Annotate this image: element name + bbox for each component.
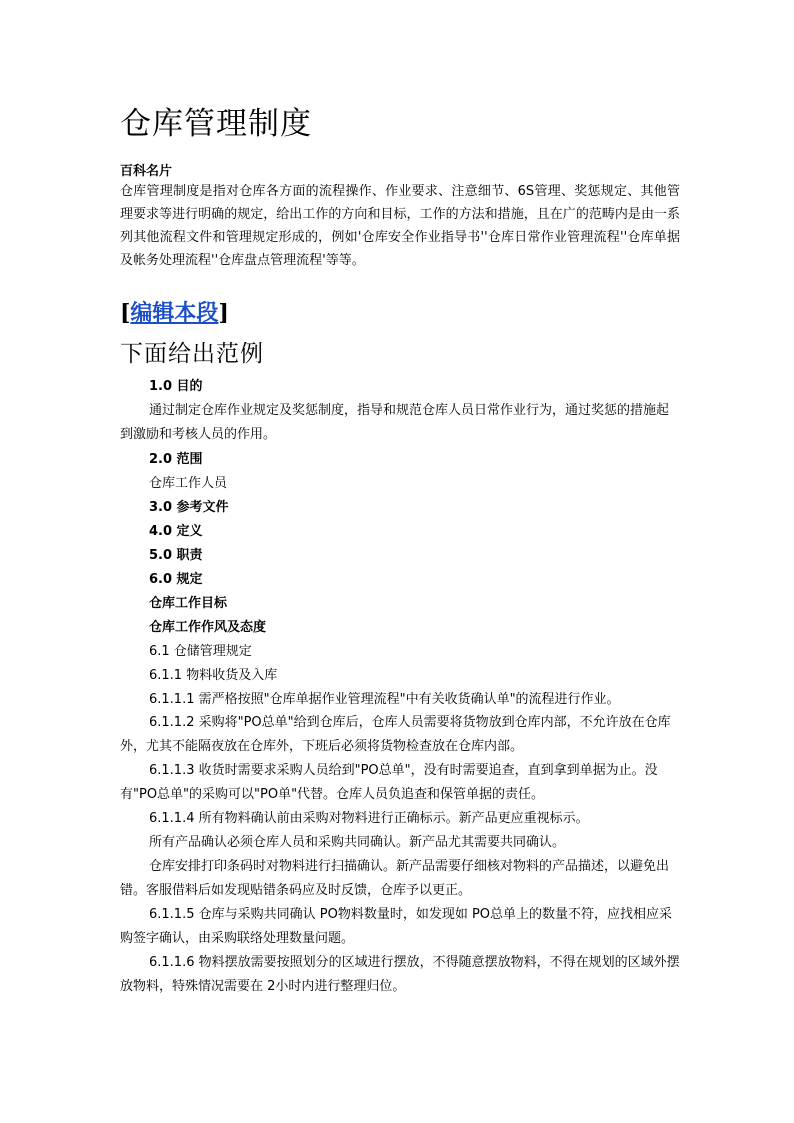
section-2-title: 2.0 范围 <box>149 452 203 467</box>
section-6-1: 6.1 仓储管理规定 <box>149 644 252 659</box>
section-6-1-1-3: 6.1.1.3 收货时需要求采购人员给到"PO总单"，没有时需要追查，直到拿到单据为止。没有"PO总单"的采购可以"PO单"代替。仓库人员负追查和保管单据的责任。 <box>120 763 658 802</box>
section-5-title: 5.0 职责 <box>149 548 203 563</box>
section-6-1-1-4: 6.1.1.4 所有物料确认前由采购对物料进行正确标示。新产品更应重视标示。 <box>149 811 589 826</box>
section-1-text: 通过制定仓库作业规定及奖惩制度，指导和规范仓库人员日常作业行为，通过奖惩的措施起到激励和考核人员的作用。 <box>120 403 670 442</box>
section-6-1-1-5: 6.1.1.5 仓库与采购共同确认 PO物料数量时，如发现如 PO总单上的数量不符，应找相应采购签字确认，由采购联络处理数量问题。 <box>120 907 673 946</box>
section-6-1-1-1: 6.1.1.1 需严格按照"仓库单据作业管理流程"中有关收货确认单"的流程进行作业。 <box>149 692 620 707</box>
section-6-1-1-2: 6.1.1.2 采购将"PO总单"给到仓库后，仓库人员需要将货物放到仓库内部，不允许放在仓库外，尤其不能隔夜放在仓库外，下班后必须将货物检查放在仓库内部。 <box>120 715 671 754</box>
section-1-title: 1.0 目的 <box>149 379 203 394</box>
section-6-1-1: 6.1.1 物料收货及入库 <box>149 668 278 683</box>
section-4-title: 4.0 定义 <box>149 524 203 539</box>
page-title: 仓库管理制度 <box>120 106 312 142</box>
intro-paragraph: 仓库管理制度是指对仓库各方面的流程操作、作业要求、注意细节、6S管理、奖惩规定、其他管理要求等进行明确的规定，给出工作的方向和目标，工作的方法和措施，且在广的范畴内是由一系列其他流程文件和管理规定形成的，例如'仓库安全作业指导书''仓库日常作业管理流程''仓库单据及帐务处理流程''仓库盘点管理流程'等等。 <box>120 184 680 268</box>
edit-section-link[interactable]: 编辑本段 <box>130 300 219 326</box>
example-heading: 下面给出范例 <box>120 341 264 367</box>
section-2-text: 仓库工作人员 <box>149 476 228 491</box>
work-goal-heading: 仓库工作目标 <box>149 596 228 611</box>
bracket-open: [ <box>120 300 131 326</box>
section-6-1-1-4-confirm: 所有产品确认必须仓库人员和采购共同确认。新产品尤其需要共同确认。 <box>149 835 566 850</box>
section-3-title: 3.0 参考文件 <box>149 500 229 515</box>
section-6-1-1-4-barcode: 仓库安排打印条码时对物料进行扫描确认。新产品需要仔细核对物料的产品描述，以避免出错。客服借料后如发现贴错条码应及时反馈，仓库予以更正。 <box>120 859 670 898</box>
baike-card-label: 百科名片 <box>120 164 173 179</box>
bracket-close: ] <box>218 300 229 326</box>
section-6-1-1-6: 6.1.1.6 物料摆放需要按照划分的区域进行摆放，不得随意摆放物料，不得在规划的区域外摆放物料，特殊情况需要在 2小时内进行整理归位。 <box>120 955 680 994</box>
edit-section <box>120 296 229 327</box>
section-6-title: 6.0 规定 <box>149 572 203 587</box>
work-style-heading: 仓库工作作风及态度 <box>149 620 267 635</box>
